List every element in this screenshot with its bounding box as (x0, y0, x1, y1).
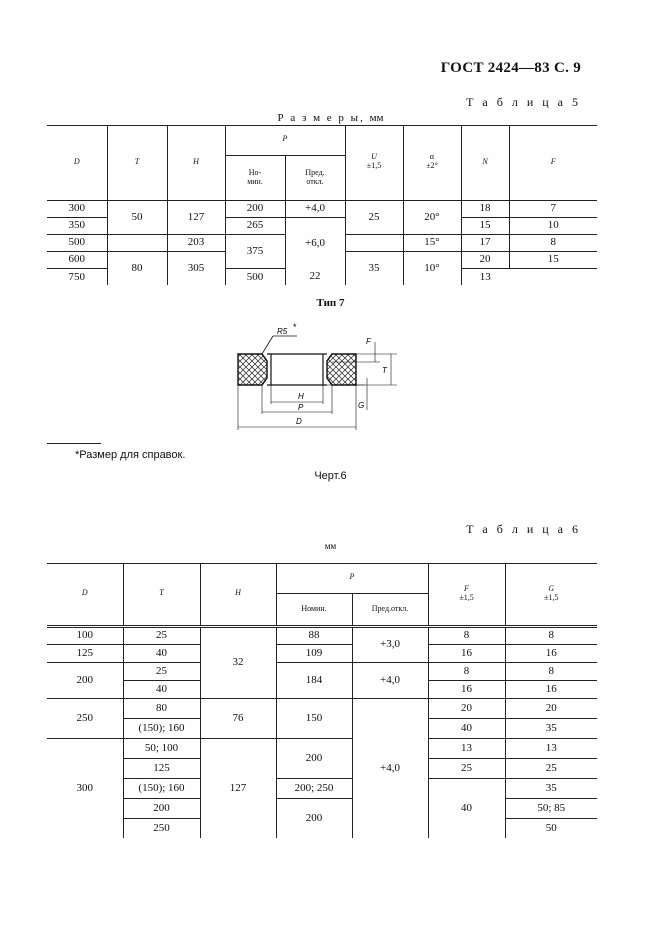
t5-header-N: N (461, 125, 509, 200)
t5-header-F: F (509, 125, 597, 200)
t5-r4-D: 600 (47, 251, 107, 268)
t5-r4-N: 20 (461, 251, 509, 268)
t5-header-P-nom-2: мин. (247, 176, 263, 186)
t6-r2-G: 16 (505, 644, 597, 662)
t5-header-P-dev-2: откл. (306, 176, 324, 186)
t5-header-P-dev (285, 155, 345, 200)
bore-outline (267, 354, 327, 385)
table-row (47, 798, 597, 818)
table-row (47, 662, 597, 680)
t6-header-F-tol: ±1,5 (459, 592, 474, 602)
table5-caption-unit: мм (369, 112, 384, 124)
t6-r3-D: 200 (47, 662, 123, 698)
t6-r2-Pnom: 109 (276, 644, 352, 662)
t6-r9-Pnom: 200; 250 (276, 778, 352, 798)
table-row (47, 698, 597, 718)
t5-r5-N: 22 (285, 268, 345, 285)
t5-r1-F: 7 (509, 200, 597, 217)
table6-caption: мм (324, 541, 337, 551)
t5-r1-D: 300 (47, 200, 107, 217)
t5-r3-H: 203 (167, 234, 225, 251)
t6-r7-G: 13 (505, 738, 597, 758)
t6-header-P-nom: Номин. (276, 593, 352, 626)
t6-r1-H: 32 (200, 626, 276, 698)
dim-d-label: D (296, 417, 302, 426)
t6-r1-T: 25 (123, 626, 200, 644)
t5-r1-alpha: 20° (403, 200, 461, 234)
t6-r3-Pnom: 184 (276, 662, 352, 698)
t6-header-F (428, 563, 505, 626)
t6-r3-G: 8 (505, 662, 597, 680)
t6-r4-F: 16 (428, 680, 505, 698)
footnote-rule (47, 443, 101, 444)
t5-r3-D: 500 (47, 234, 107, 251)
t6-r6-G: 35 (505, 718, 597, 738)
t5-header-U-sym: U (371, 152, 377, 162)
table5-caption (0, 112, 661, 124)
t6-header-G-sym: G (548, 583, 555, 593)
t5-header-P-nom-1: Но- (248, 167, 262, 177)
t5-r1-T: 50 (107, 200, 167, 234)
t5-header-U (345, 125, 403, 200)
t6-r9-T: (150); 160 (123, 778, 200, 798)
table-row (47, 626, 597, 644)
t5-header-P-dev-1: Пред. (305, 167, 325, 177)
t6-r10-Pnom: 200 (276, 798, 352, 838)
t6-r3-F: 8 (428, 662, 505, 680)
t6-r7-H: 127 (200, 738, 276, 838)
t5-header-alpha-sym: α (429, 152, 435, 162)
t5-r3-Pnom: 375 (225, 234, 285, 268)
dim-g-label: G (358, 401, 365, 410)
table6 (47, 563, 597, 838)
table-row (47, 200, 597, 217)
t6-r6-T: (150); 160 (123, 718, 200, 738)
t6-r1-D: 100 (47, 626, 123, 644)
t6-r11-G: 50 (505, 818, 597, 838)
page-header: ГОСТ 2424—83 С. 9 (440, 60, 581, 76)
dim-h-label: H (298, 392, 304, 401)
t6-r3-Pdev: +4,0 (352, 662, 428, 698)
t6-r4-T: 40 (123, 680, 200, 698)
t5-r1-Pnom: 200 (225, 200, 285, 217)
t5-r4-T: 80 (107, 251, 167, 285)
t5-r5-F: 13 (461, 268, 509, 285)
t5-header-alpha (403, 125, 461, 200)
t5-r5-D: 750 (68, 270, 85, 283)
dim-f-label: F (366, 337, 371, 346)
t5-header-alpha-tol: ±2° (426, 161, 438, 171)
t6-r5-Pnom: 150 (276, 698, 352, 738)
technical-drawing (225, 322, 405, 437)
figure-caption: Тип 7 (316, 297, 345, 309)
t6-r7-T: 50; 100 (123, 738, 200, 758)
t5-header-P-nom (225, 155, 285, 200)
t5-header-T: T (107, 125, 167, 200)
t5-r3-F: 8 (509, 234, 597, 251)
t5-r1-H: 127 (167, 200, 225, 234)
t5-r2-Pnom: 265 (225, 217, 285, 234)
t6-r1-Pdev: +3,0 (352, 626, 428, 662)
t6-r5-H: 76 (200, 698, 276, 738)
t6-r6-F: 40 (428, 718, 505, 738)
table6-label: Т а б л и ц а 6 (466, 522, 581, 536)
t6-r7-Pnom: 200 (276, 738, 352, 778)
r5-leader (262, 336, 273, 354)
t6-r2-D: 125 (47, 644, 123, 662)
t5-r1-U: 25 (345, 200, 403, 234)
t5-header-H: H (167, 125, 225, 200)
t6-r5-G: 20 (505, 698, 597, 718)
t5-header-U-tol: ±1,5 (366, 161, 382, 171)
table5 (47, 125, 597, 285)
t6-r7-D: 300 (47, 738, 123, 838)
section-left (238, 354, 267, 385)
t6-header-D: D (81, 588, 88, 598)
t6-r2-T: 40 (123, 644, 200, 662)
t6-r5-T: 80 (123, 698, 200, 718)
t6-r8-G: 25 (505, 758, 597, 778)
table-row (47, 738, 597, 758)
dim-p-label: P (298, 403, 304, 412)
t6-r2-F: 16 (428, 644, 505, 662)
dim-t-label: T (382, 366, 387, 375)
t5-r4-alpha: 10° (403, 251, 461, 285)
t6-r5-F: 20 (428, 698, 505, 718)
t6-r5-D: 250 (47, 698, 123, 738)
table-row (47, 778, 597, 798)
t6-r1-Pnom: 88 (276, 626, 352, 644)
t6-r10-G: 50; 85 (505, 798, 597, 818)
t6-r1-G: 8 (505, 626, 597, 644)
t6-header-P-dev: Пред.откл. (352, 593, 428, 626)
t5-r3-T-empty (107, 234, 167, 251)
t6-r8-T: 125 (123, 758, 200, 778)
t5-header-P: P (225, 125, 345, 155)
t6-header-T: T (123, 563, 200, 626)
t6-r5-Pdev: +4,0 (352, 698, 428, 838)
t6-r10-T: 200 (123, 798, 200, 818)
t6-r4-G: 16 (505, 680, 597, 698)
t5-r4-U: 35 (345, 251, 403, 285)
r5-star: * (293, 322, 297, 332)
t6-r8-F: 25 (428, 758, 505, 778)
drawing-caption: Черт.6 (314, 470, 347, 482)
t5-r1-Pdev: +4,0 (285, 200, 345, 217)
t5-r2-F: 10 (509, 217, 597, 234)
t5-r5-Pnom: 500 (225, 268, 285, 285)
t5-header-D: D (47, 125, 107, 200)
t6-header-H: H (200, 563, 276, 626)
t6-header-G (505, 563, 597, 626)
t6-header-F-sym: F (464, 583, 469, 593)
t6-r7-F: 13 (428, 738, 505, 758)
table5-caption-word: Р а з м е р ы, (277, 112, 365, 124)
section-right (327, 354, 356, 385)
t6-r11-T: 250 (123, 818, 200, 838)
t5-r3-alpha: 15° (403, 234, 461, 251)
t6-r1-F: 8 (428, 626, 505, 644)
t5-r4-H: 305 (167, 251, 225, 285)
t6-header-P: P (276, 563, 428, 593)
t5-r3-N: 17 (461, 234, 509, 251)
t6-r9-F: 40 (428, 778, 505, 838)
r5-label: R5 (277, 327, 288, 336)
t5-r2-N: 15 (461, 217, 509, 234)
t5-r1-N: 18 (461, 200, 509, 217)
chamfers (262, 354, 332, 385)
t6-r9-G: 35 (505, 778, 597, 798)
t5-r2-Pdev: +6,0 (285, 217, 345, 268)
table-row (47, 644, 597, 662)
t5-r4-F: 15 (509, 251, 597, 268)
t6-header-G-tol: ±1,5 (544, 592, 559, 602)
table5-label: Т а б л и ц а 5 (466, 95, 581, 109)
t6-r3-T: 25 (123, 662, 200, 680)
t5-r3-U-empty (345, 234, 403, 251)
footnote: *Размер для справок. (75, 449, 186, 461)
t5-r2-D: 350 (47, 217, 107, 234)
